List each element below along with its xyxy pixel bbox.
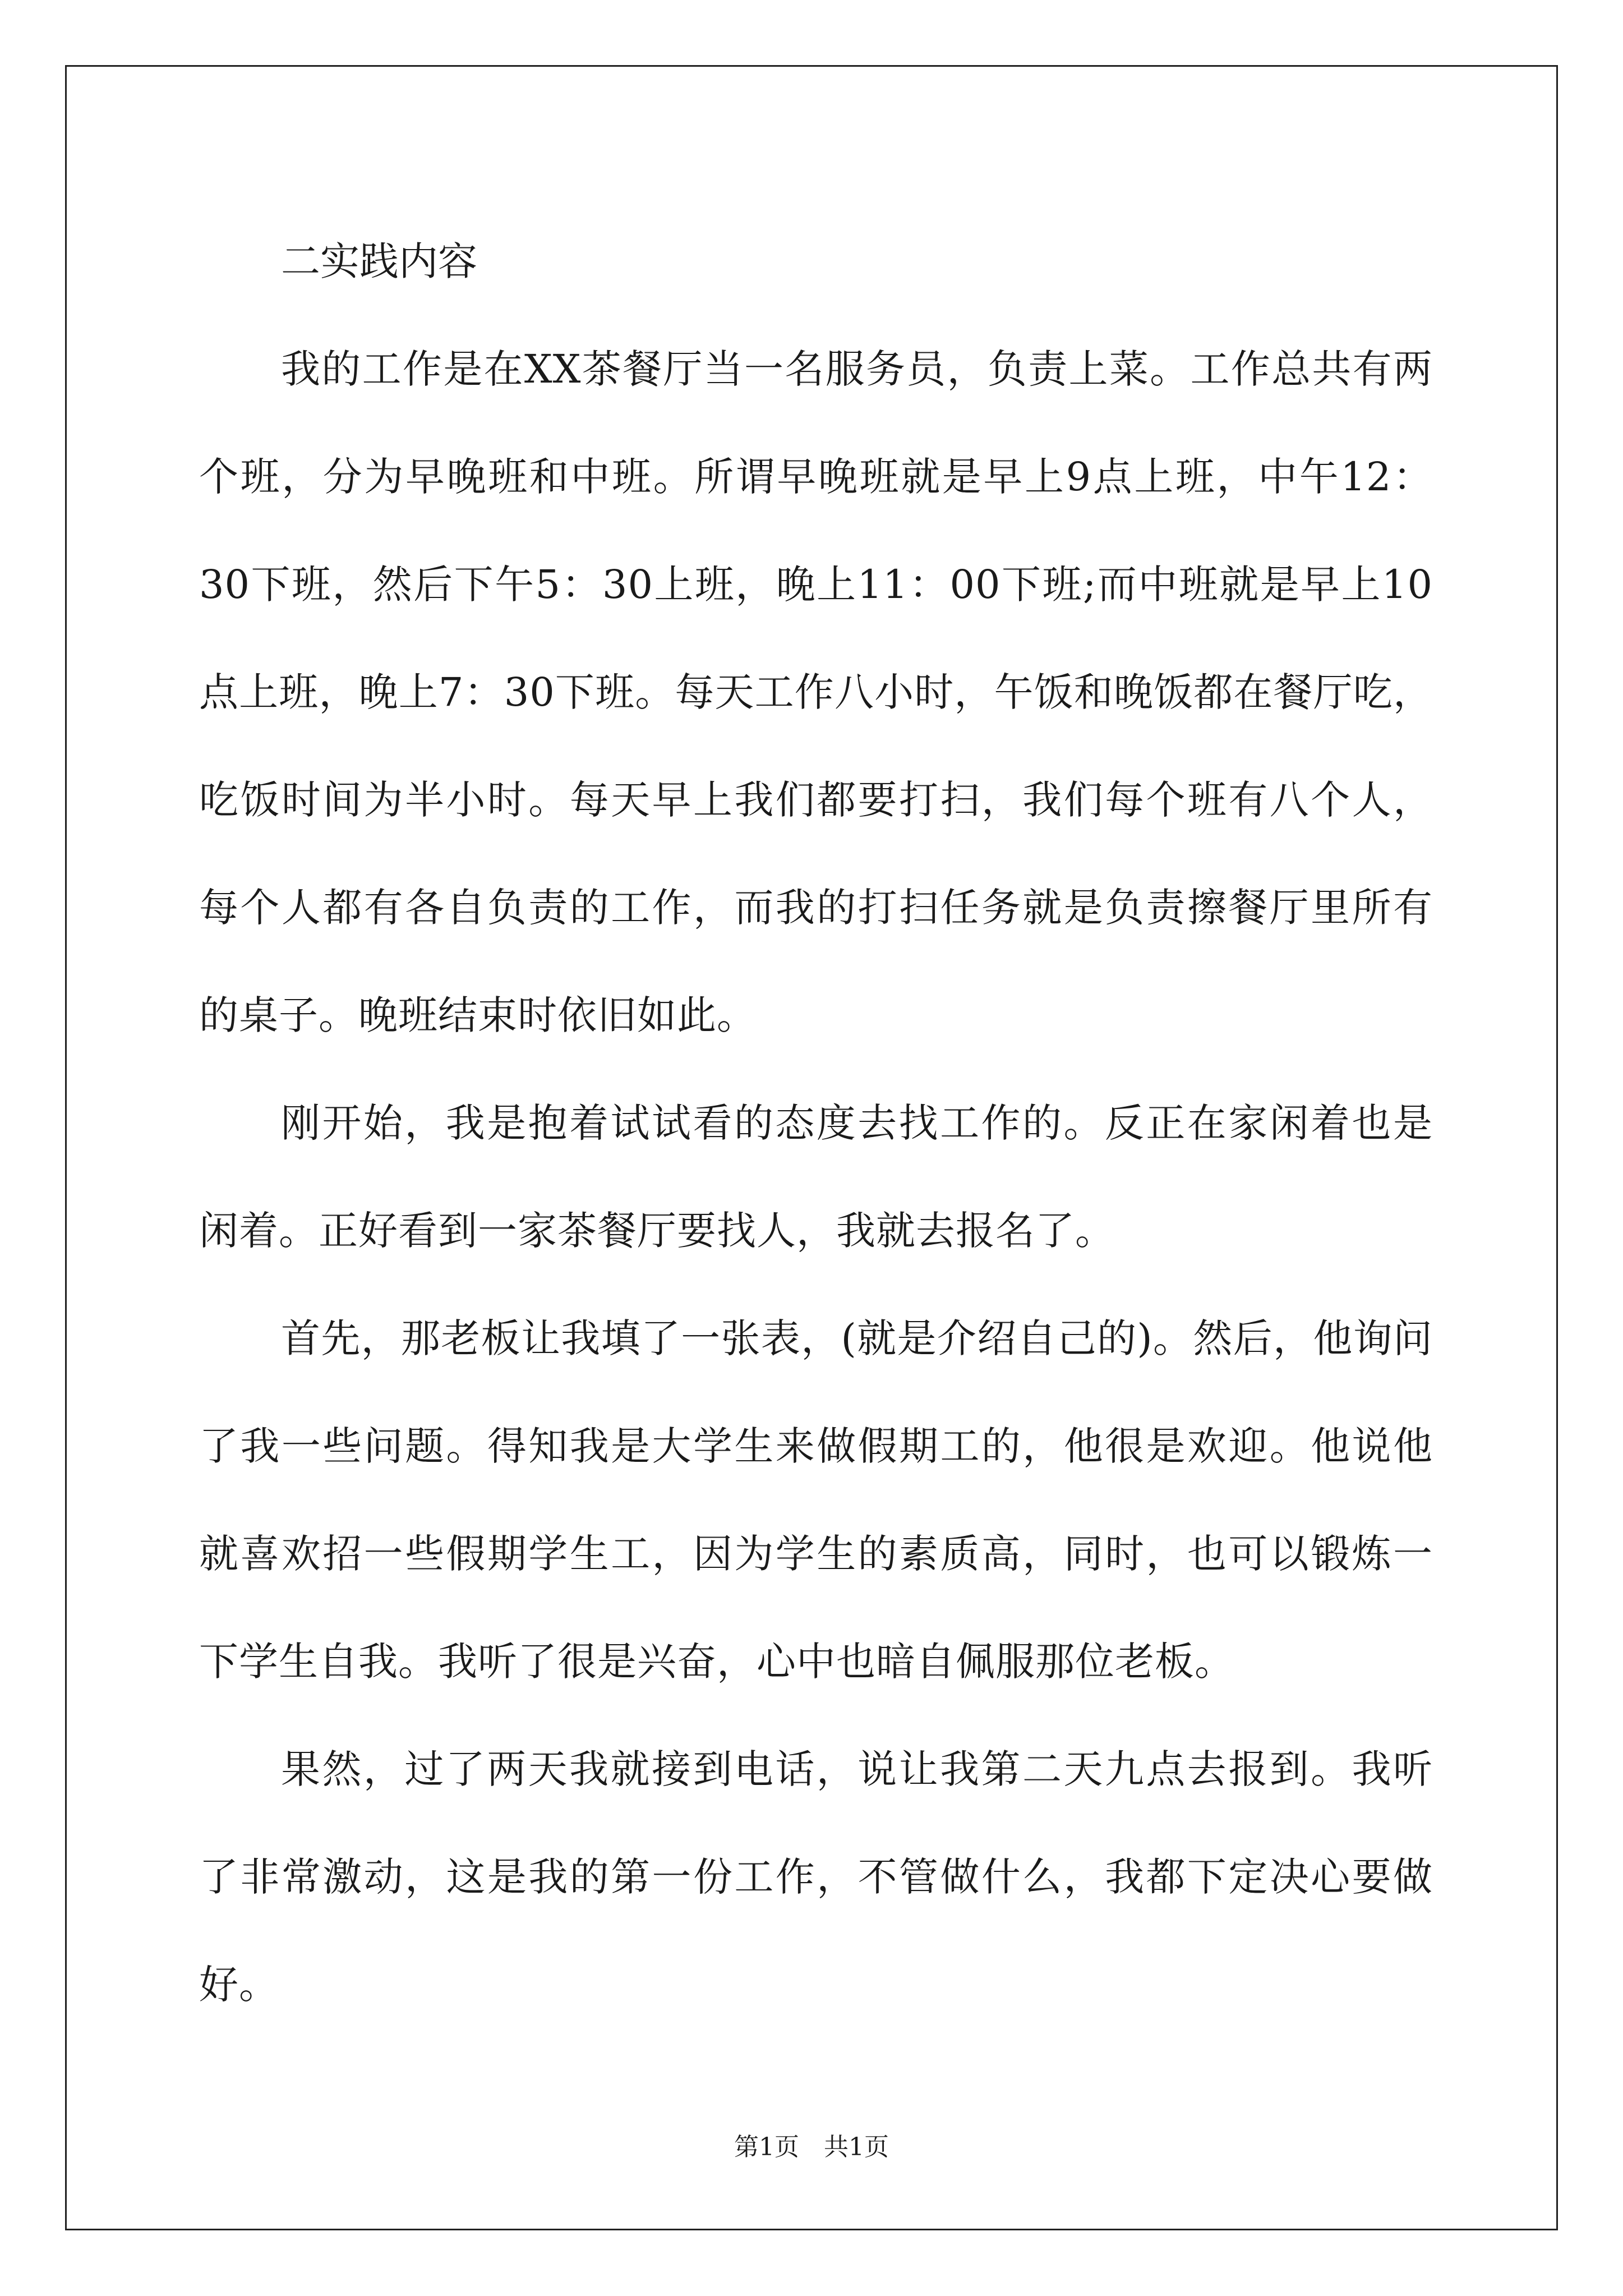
page-footer: 第1页 共1页 bbox=[734, 2133, 889, 2161]
paragraph-1: 我的工作是在XX茶餐厅当一名服务员，负责上菜。工作总共有两个班，分为早晚班和中班。所谓早晚班就是早上9点上班，中午12：30下班，然后下午5：30上班，晚上11：00下班;而中班就是早上10点上班，晚上7：30下班。每天工作八小时，午饭和晚饭都在餐厅吃，吃饭时间为半小时。每天早上我们都要打扫，我们每个班有八个人，每个人都有各自负责的工作，而我的打扫任务就是负责擦餐厅里所有的桌子。晚班结束时依旧如此。 bbox=[199, 346, 1433, 1038]
paragraph-4: 果然，过了两天我就接到电话，说让我第二天九点去报到。我听了非常激动，这是我的第一份工作，不管做什么，我都下定决心要做好。 bbox=[199, 1746, 1433, 2008]
paragraph-2: 刚开始，我是抱着试试看的态度去找工作的。反正在家闲着也是闲着。正好看到一家茶餐厅要找人，我就去报名了。 bbox=[199, 1100, 1433, 1254]
section-heading: 二实践内容 bbox=[281, 238, 477, 284]
paragraph-3: 首先，那老板让我填了一张表，(就是介绍自己的)。然后，他询问了我一些问题。得知我是大学生来做假期工的，他很是欢迎。他说他就喜欢招一些假期学生工，因为学生的素质高，同时，也可以锻炼一下学生自我。我听了很是兴奋，心中也暗自佩服那位老板。 bbox=[199, 1315, 1433, 1685]
document-body bbox=[199, 208, 1433, 2039]
